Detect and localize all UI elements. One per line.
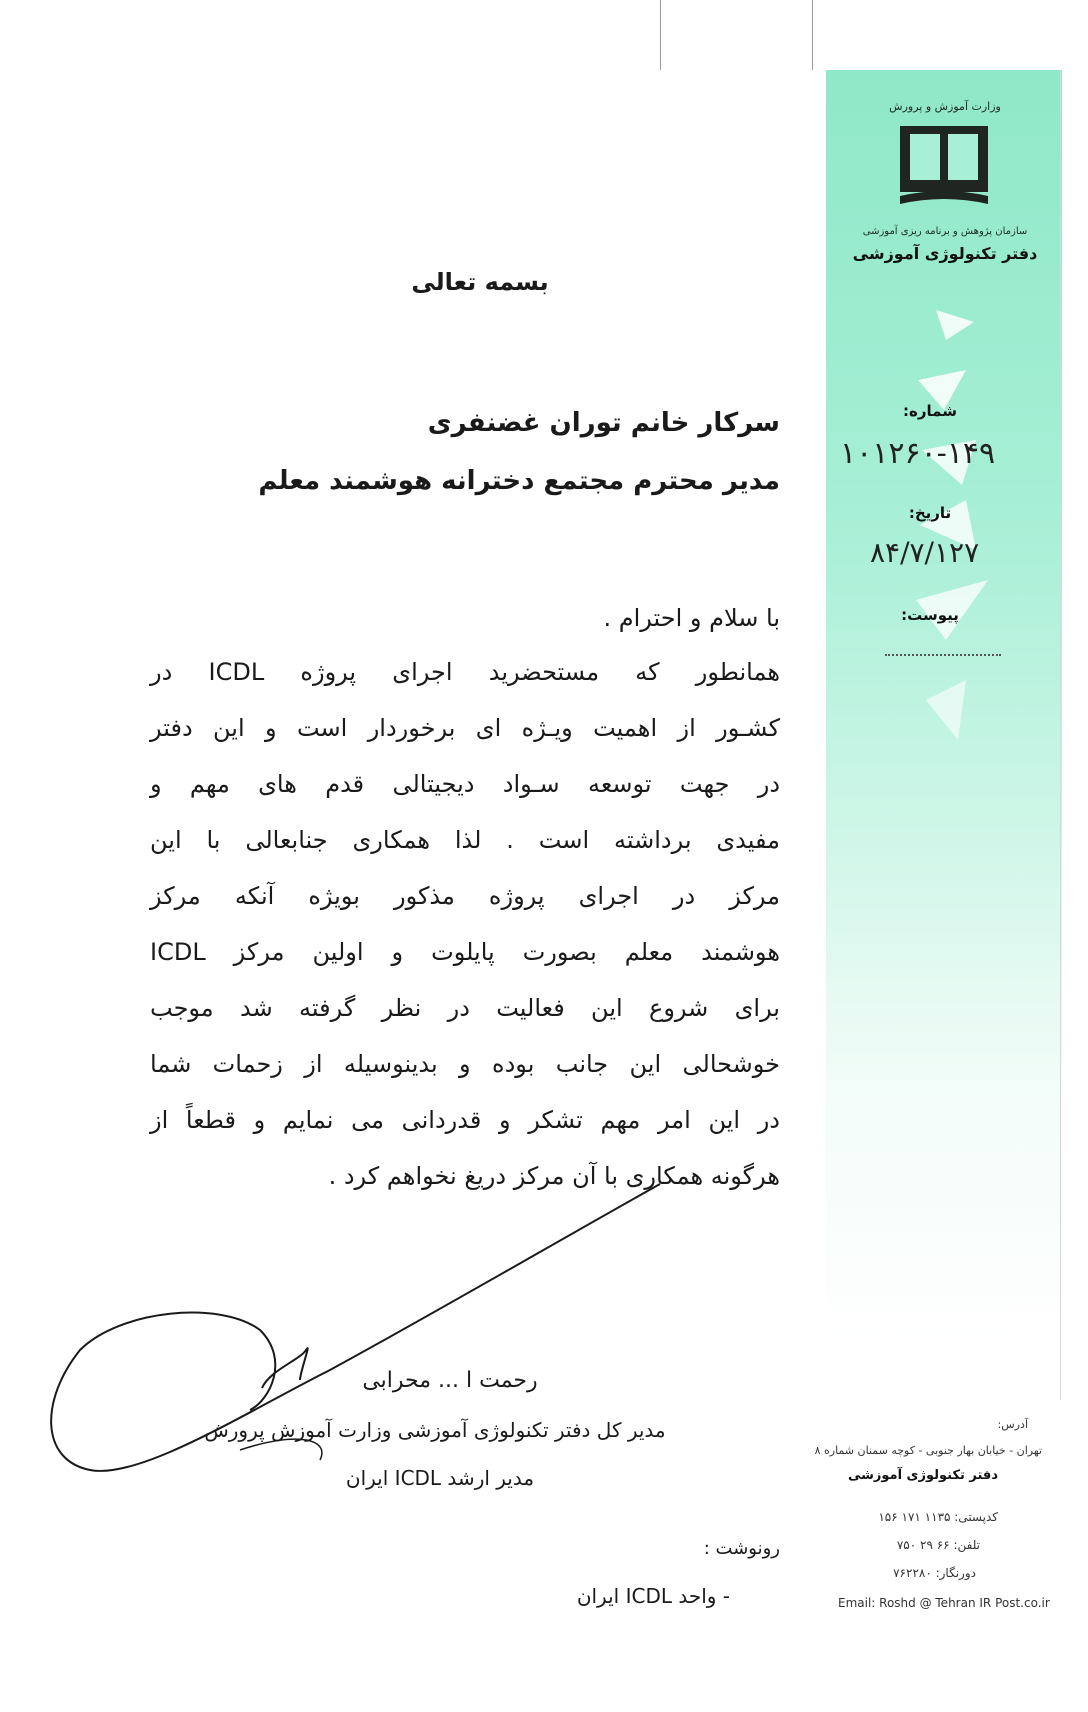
greeting: با سلام و احترام .: [603, 604, 780, 632]
signatory-title-secondary: مدیر ارشد ICDL ایران: [345, 1466, 535, 1490]
body-line: کشـور از اهمیت ویـژه ای برخوردار است و این دفتر: [150, 714, 780, 742]
signatory-title: مدیر کل دفتر تکنولوژی آموزشی وزارت آموزش پرورش: [204, 1418, 666, 1442]
footer-phone: تلفن: ۶۶ ۲۹ ۷۵۰: [896, 1538, 980, 1552]
besmeh-heading: بسمه تعالی: [411, 268, 549, 296]
letter-number: ۱۰۱۲۶۰-۱۴۹: [840, 436, 996, 471]
body-line: مفیدی برداشته است . لذا همکاری جنابعالی با این: [150, 826, 780, 854]
footer-postal-code: کدپستی: ۱۱۳۵ ۱۷۱ ۱۵۶: [878, 1510, 998, 1524]
body-line: در جهت توسعه سـواد دیجیتالی قدم های مهم و: [150, 770, 780, 798]
addressee-title: مدیر محترم مجتمع دخترانه هوشمند معلم: [258, 466, 780, 496]
letter-date: ۸۴/۷/۱۲۷: [870, 536, 980, 569]
body-line: هرگونه همکاری با آن مرکز دریغ نخواهم کرد .: [328, 1162, 780, 1190]
body-line: هوشمند معلم بصورت پایلوت و اولین مرکز ICDL: [150, 938, 780, 966]
footer-email: Email: Roshd @ Tehran IR Post.co.ir: [838, 1596, 1050, 1610]
footer-address-label: آدرس:: [997, 1418, 1028, 1431]
body-line: خوشحالی این جانب بوده و بدینوسیله از زحمات شما: [150, 1050, 780, 1078]
addressee-name: سرکار خانم توران غضنفری: [427, 408, 780, 438]
signatory-name: رحمت ا ... محرابی: [362, 1368, 538, 1393]
body-line: برای شروع این فعالیت در نظر گرفته شد موجب: [150, 994, 780, 1022]
footer-address: تهران - خیابان بهار جنوبی - کوچه سمنان شماره ۸: [814, 1444, 1042, 1457]
ministry-name: وزارت آموزش و پرورش: [889, 100, 1001, 113]
cc-recipient: - واحد ICDL ایران: [576, 1584, 730, 1608]
body-line: در این امر مهم تشکر و قدردانی می نمایم و قطعاً از: [150, 1106, 780, 1134]
footer-office: دفتر تکنولوژی آموزشی: [847, 1468, 998, 1483]
body-line: مرکز در اجرای پروژه مذکور بویژه آنکه مرکز: [150, 882, 780, 910]
footer-fax: دورنگار: ۷۶۲۲۸۰: [893, 1566, 976, 1580]
organization-name: سازمان پژوهش و برنامه ریزی آموزشی: [862, 226, 1028, 237]
attachment-label: پیوست:: [901, 606, 959, 624]
cc-label: رونوشت :: [703, 1538, 780, 1559]
office-name: دفتر تکنولوژی آموزشی: [852, 244, 1038, 263]
date-label: تاریخ:: [908, 504, 952, 522]
number-label: شماره:: [903, 402, 957, 420]
body-line: همانطور که مستحضرید اجرای پروژه ICDL در: [150, 658, 780, 686]
